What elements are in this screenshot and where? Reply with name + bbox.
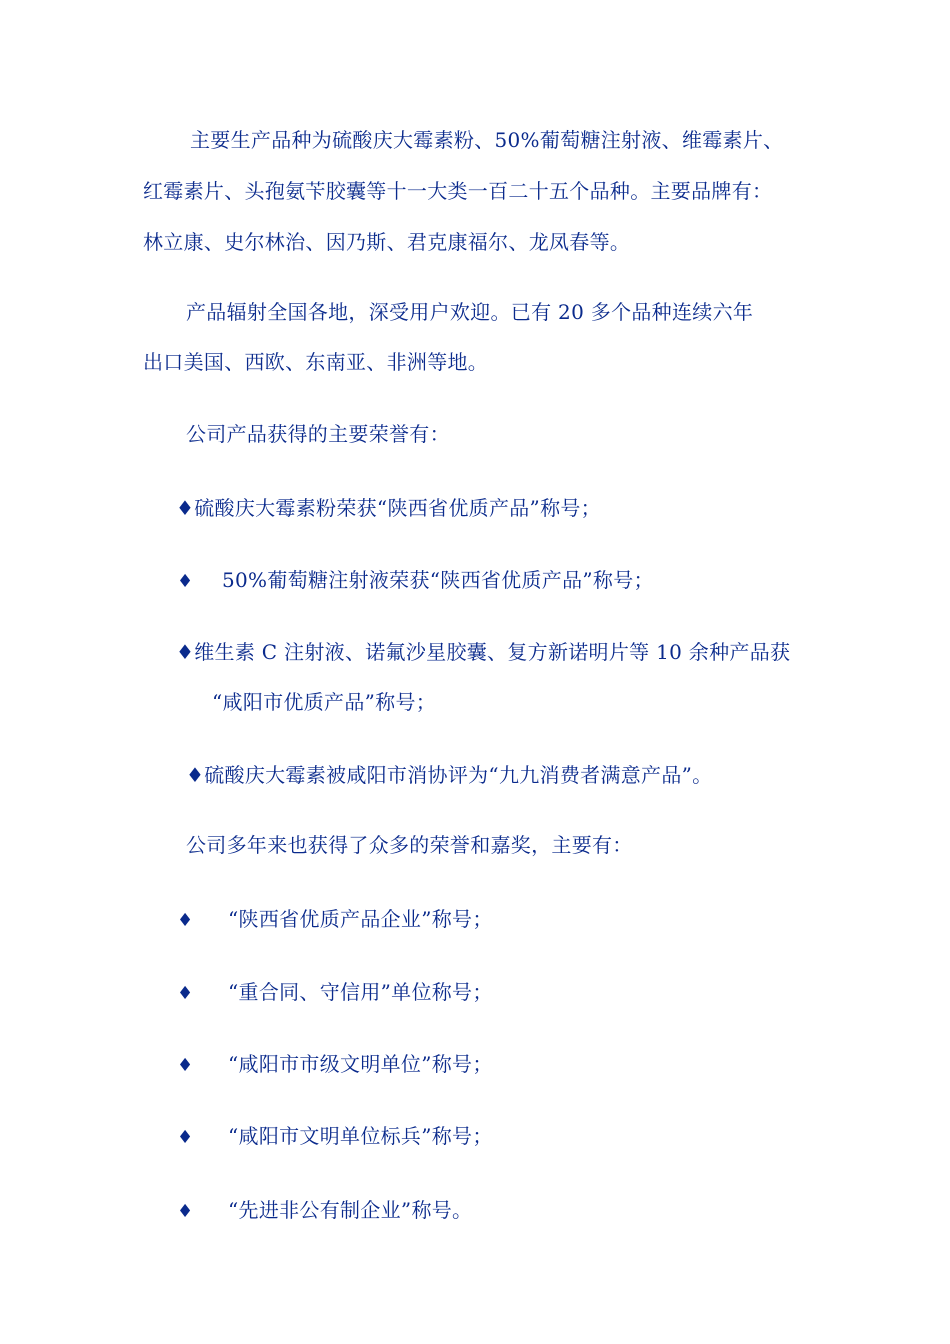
diamond-bullet-icon: ♦	[177, 983, 194, 1004]
diamond-bullet-icon: ♦	[177, 1055, 194, 1076]
company-honor-item: “重合同、守信用”单位称号；	[228, 980, 493, 1004]
export-line-2: 出口美国、西欧、东南亚、非洲等地。	[143, 350, 489, 374]
products-line-1: 主要生产品种为硫酸庆大霉素粉、50%葡萄糖注射液、维霉素片、	[190, 128, 784, 152]
diamond-bullet-icon: ♦	[177, 1201, 194, 1222]
diamond-bullet-icon: ♦	[177, 1127, 194, 1148]
products-line-2: 红霉素片、头孢氨苄胶囊等十一大类一百二十五个品种。主要品牌有：	[143, 179, 773, 203]
company-honor-item: “陕西省优质产品企业”称号；	[228, 907, 493, 931]
product-honor-item-continuation: “咸阳市优质产品”称号；	[212, 690, 437, 714]
company-honor-item: “咸阳市市级文明单位”称号；	[228, 1052, 493, 1076]
product-honor-item: ♦硫酸庆大霉素粉荣获“陕西省优质产品”称号；	[176, 496, 601, 520]
company-honor-item: “先进非公有制企业”称号。	[228, 1198, 473, 1222]
product-honor-item: ♦硫酸庆大霉素被咸阳市消协评为“九九消费者满意产品”。	[186, 763, 713, 787]
export-line-1: 产品辐射全国各地，深受用户欢迎。已有 20 多个品种连续六年	[186, 300, 754, 324]
diamond-bullet-icon: ♦	[177, 910, 194, 931]
product-honor-item: 50%葡萄糖注射液荣获“陕西省优质产品”称号；	[222, 568, 654, 592]
company-honor-item: “咸阳市文明单位标兵”称号；	[228, 1124, 493, 1148]
product-honors-intro: 公司产品获得的主要荣誉有：	[186, 422, 450, 446]
product-honor-item: ♦维生素 C 注射液、诺氟沙星胶囊、复方新诺明片等 10 余种产品获	[176, 640, 791, 664]
company-honors-intro: 公司多年来也获得了众多的荣誉和嘉奖，主要有：	[186, 833, 633, 857]
diamond-bullet-icon: ♦	[177, 571, 194, 592]
products-line-3: 林立康、史尔林治、因乃斯、君克康福尔、龙凤春等。	[143, 230, 631, 254]
